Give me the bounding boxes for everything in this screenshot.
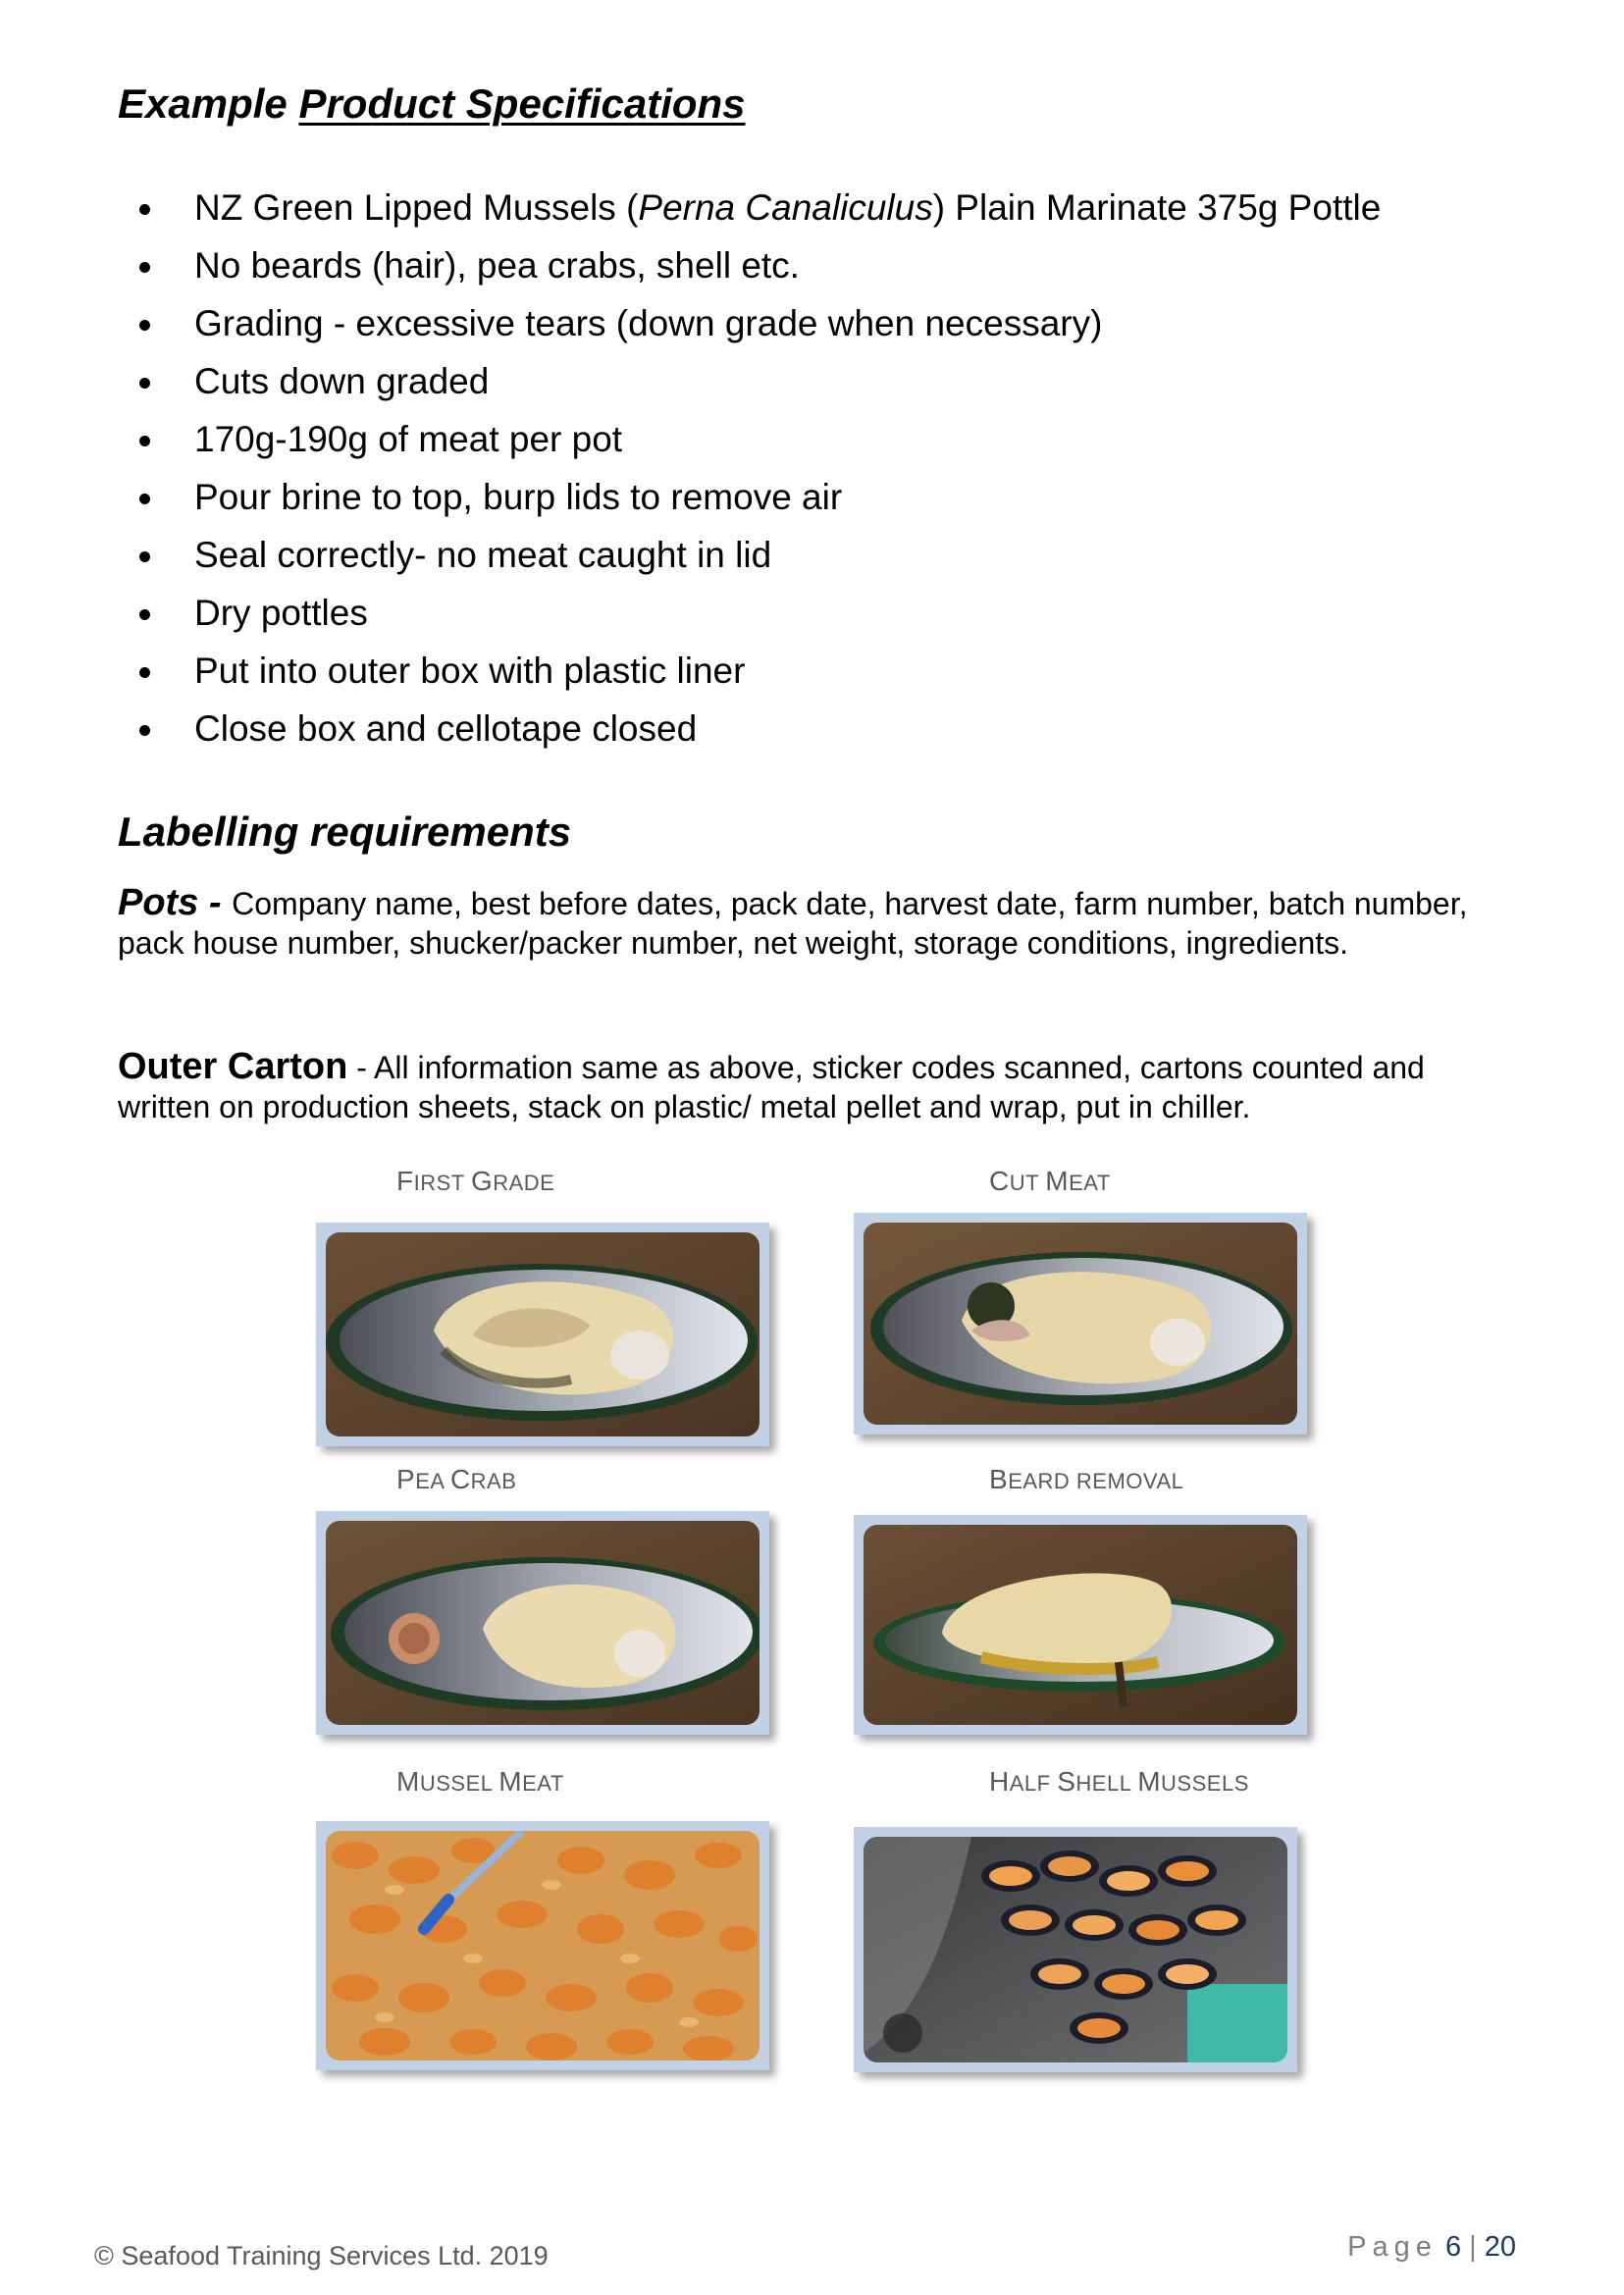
carton-paragraph: [118, 1047, 1511, 1126]
bullet-icon: [139, 204, 150, 215]
list-item: Close box and cellotape closed: [118, 704, 1381, 761]
title-underlined: Product Specifications: [298, 80, 746, 127]
copyright-footer: © Seafood Training Services Ltd. 2019: [94, 2241, 549, 2270]
carton-lead: Outer Carton: [118, 1046, 348, 1087]
list-item: Grading - excessive tears (down grade when necessary): [118, 298, 1381, 356]
page-word: Page: [1347, 2231, 1438, 2263]
bullet-icon: [139, 494, 150, 504]
list-item: Put into outer box with plastic liner: [118, 646, 1381, 704]
caption-pea-crab: PEA CRAB: [396, 1464, 517, 1494]
page-title: [118, 80, 746, 128]
bullet-icon: [139, 551, 150, 562]
pots-text: Company name, best before dates, pack date, harvest date, farm number, batch number, pack house number, shucker/packer number, net weight, storage conditions, ingredients.: [118, 886, 1468, 961]
mussel-meat-photo: [316, 1821, 769, 2070]
bullet-icon: [139, 667, 150, 678]
bullet-icon: [139, 436, 150, 446]
half-shell-mussels-photo: [854, 1827, 1297, 2072]
page-total: 20: [1484, 2231, 1516, 2263]
list-item: Dry pottles: [118, 588, 1381, 646]
carton-text: - All information same as above, sticker codes scanned, cartons counted and written on production sheets, stack on plastic/ metal pellet and wrap, put in chiller.: [118, 1050, 1425, 1124]
bullet-icon: [139, 320, 150, 331]
first-grade-photo: [316, 1223, 769, 1446]
page-separator: |: [1461, 2231, 1485, 2263]
page-number-footer: [1347, 2231, 1516, 2264]
list-item: Cuts down graded: [118, 356, 1381, 414]
page-number: 6: [1444, 2231, 1462, 2263]
list-item: NZ Green Lipped Mussels (Perna Canaliculus) Plain Marinate 375g Pottle: [118, 183, 1381, 240]
spec-list: [118, 183, 1381, 761]
labelling-heading: Labelling requirements: [118, 808, 572, 855]
pea-crab-photo: [316, 1511, 769, 1735]
list-item: No beards (hair), pea crabs, shell etc.: [118, 240, 1381, 298]
caption-mussel-meat: MUSSEL MEAT: [396, 1766, 564, 1797]
beard-removal-photo: [854, 1515, 1307, 1735]
caption-first-grade: FIRST GRADE: [396, 1166, 555, 1196]
bullet-icon: [139, 725, 150, 736]
bullet-icon: [139, 609, 150, 620]
list-item: Seal correctly- no meat caught in lid: [118, 530, 1381, 588]
caption-beard-removal: BEARD REMOVAL: [989, 1464, 1184, 1494]
title-prefix: Example: [118, 80, 299, 127]
caption-cut-meat: CUT MEAT: [989, 1166, 1111, 1196]
list-item: Pour brine to top, burp lids to remove air: [118, 472, 1381, 530]
pots-lead: Pots -: [118, 882, 233, 923]
pots-paragraph: [118, 883, 1511, 963]
caption-half-shell-mussels: HALF SHELL MUSSELS: [989, 1766, 1249, 1797]
list-item: 170g-190g of meat per pot: [118, 414, 1381, 472]
cut-meat-photo: [854, 1213, 1307, 1434]
bullet-icon: [139, 262, 150, 273]
bullet-icon: [139, 378, 150, 389]
